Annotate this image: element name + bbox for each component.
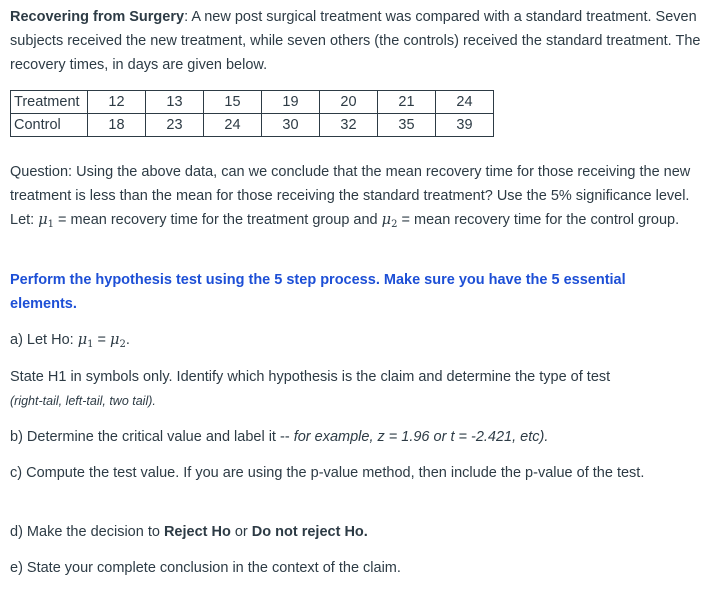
table-row — [11, 114, 494, 137]
recovery-times-table — [10, 90, 494, 137]
row-label: Control — [11, 114, 88, 137]
part-b: b) Determine the critical value and label it -- for example, z = 1.96 or t = -2.421, etc). — [10, 429, 549, 445]
part-d: d) Make the decision to Reject Ho or Do not reject Ho. — [10, 524, 368, 540]
question-paragraph — [10, 160, 704, 237]
intro-title: Recovering from Surgery — [10, 9, 185, 25]
mu2-symbol: $\mu_2$ — [381, 212, 398, 230]
intro-text: : A new post surgical treatment was compared with a standard treatment. Seven subjects received the new treatment, while seven others (the controls) received the standard treatment. The recovery times, in days are given below. — [10, 9, 701, 73]
table-cell: 24 — [436, 91, 494, 114]
h1-note: (right-tail, left-tail, two tail). — [10, 394, 156, 408]
row-label: Treatment — [11, 91, 88, 114]
table-cell: 13 — [146, 91, 204, 114]
table-cell: 30 — [262, 114, 320, 137]
mu1-symbol: $\mu_1$ — [38, 212, 55, 230]
table-cell: 15 — [204, 91, 262, 114]
instruction-text: Perform the hypothesis test using the 5 step process. Make sure you have the 5 essential elements. — [10, 272, 626, 312]
question-text: Question: Using the above data, can we conclude that the mean recovery time for those receiving the new treatment is less than the mean for those receiving the standard treatment? Use the 5% significance level. Let: — [10, 164, 691, 228]
part-a: a) Let Ho: $\mu_1 = \mu_2$. — [10, 332, 130, 350]
table-cell: 35 — [378, 114, 436, 137]
table-cell: 20 — [320, 91, 378, 114]
table-cell: 32 — [320, 114, 378, 137]
part-c: c) Compute the test value. If you are using the p-value method, then include the p-value of the test. — [10, 465, 645, 481]
table-cell: 12 — [88, 91, 146, 114]
table-cell: 23 — [146, 114, 204, 137]
table-cell: 18 — [88, 114, 146, 137]
question-text-3: = mean recovery time for the control group. — [397, 212, 680, 228]
intro-paragraph — [10, 5, 704, 77]
part-e: e) State your complete conclusion in the context of the claim. — [10, 560, 401, 576]
table-cell: 24 — [204, 114, 262, 137]
h1-instruction: State H1 in symbols only. Identify which hypothesis is the claim and determine the type of test — [10, 369, 611, 385]
table-row — [11, 91, 494, 114]
table-cell: 21 — [378, 91, 436, 114]
table-cell: 39 — [436, 114, 494, 137]
question-text-2: = mean recovery time for the treatment group and — [54, 212, 382, 228]
table-cell: 19 — [262, 91, 320, 114]
